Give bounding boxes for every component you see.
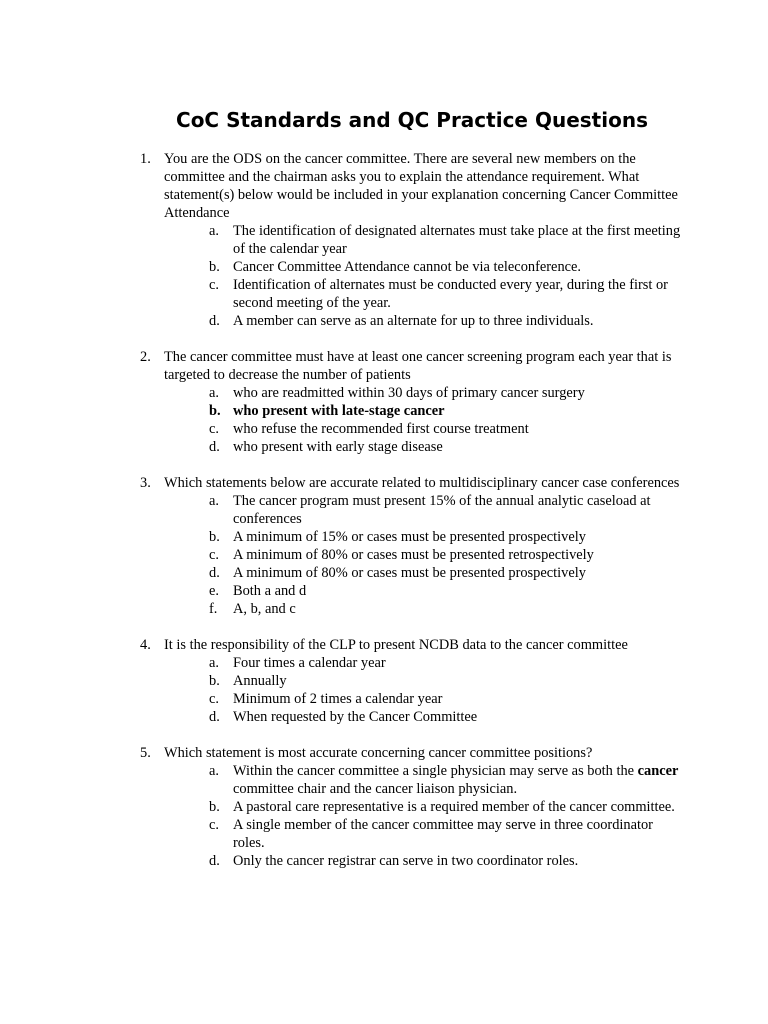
answer-letter: b. <box>209 799 220 815</box>
page-title: CoC Standards and QC Practice Questions <box>176 108 648 132</box>
answer-option-highlighted <box>164 402 685 420</box>
answer-text: A single member of the cancer committee may serve in three coordinator roles. <box>233 817 653 851</box>
answer-text: Annually <box>233 673 287 689</box>
answer-text: Minimum of 2 times a calendar year <box>233 691 443 707</box>
question-text: It is the responsibility of the CLP to present NCDB data to the cancer committee <box>164 637 628 653</box>
question-3 <box>140 474 685 618</box>
answer-option <box>164 798 685 816</box>
answer-text-after: committee chair and the cancer liaison physician. <box>233 781 518 797</box>
answer-letter: d. <box>209 709 220 725</box>
answer-letter: f. <box>209 601 218 617</box>
answer-letter: a. <box>209 223 219 239</box>
answer-option <box>164 546 685 564</box>
answer-letter: b. <box>209 529 220 545</box>
question-1 <box>140 150 685 330</box>
question-2 <box>140 348 685 456</box>
answer-letter: c. <box>209 691 219 707</box>
question-text: The cancer committee must have at least one cancer screening program each year that is targeted to decrease the number of patients <box>164 349 672 383</box>
answer-text: A, b, and c <box>233 601 296 617</box>
answer-text-bold: cancer <box>637 763 679 779</box>
answer-list <box>164 654 685 726</box>
answer-text: A minimum of 80% or cases must be presented prospectively <box>233 565 586 581</box>
answer-letter: d. <box>209 853 220 869</box>
answer-letter: d. <box>209 439 220 455</box>
answer-option <box>164 312 685 330</box>
answer-option <box>164 852 685 870</box>
question-text: You are the ODS on the cancer committee. There are several new members on the committee and the chairman asks you to explain the attendance requirement. What statement(s) below would be included in your explanation concerning Cancer Committee Attendance <box>164 151 678 221</box>
answer-text: who present with early stage disease <box>233 439 443 455</box>
answer-letter: c. <box>209 421 219 437</box>
answer-option <box>164 816 685 852</box>
answer-option <box>164 384 685 402</box>
answer-text: Both a and d <box>233 583 307 599</box>
answer-letter: c. <box>209 547 219 563</box>
answer-option <box>164 276 685 312</box>
answer-list <box>164 384 685 456</box>
answer-text: A minimum of 15% or cases must be presented prospectively <box>233 529 586 545</box>
answer-letter: d. <box>209 565 220 581</box>
answer-letter: a. <box>209 493 219 509</box>
question-text: Which statements below are accurate related to multidisciplinary cancer case conferences <box>164 475 680 491</box>
answer-letter: e. <box>209 583 219 599</box>
answer-text: A member can serve as an alternate for up to three individuals. <box>233 313 594 329</box>
answer-text: The identification of designated alternates must take place at the first meeting of the calendar year <box>233 223 681 257</box>
answer-option <box>164 672 685 690</box>
answer-text: who refuse the recommended first course treatment <box>233 421 529 437</box>
answer-text: A minimum of 80% or cases must be presented retrospectively <box>233 547 594 563</box>
answer-option <box>164 492 685 528</box>
answer-list <box>164 492 685 618</box>
question-list <box>140 150 685 888</box>
answer-text: who present with late-stage cancer <box>233 403 445 419</box>
question-number: 4. <box>140 637 151 653</box>
question-number: 2. <box>140 349 151 365</box>
answer-letter: b. <box>209 673 220 689</box>
answer-text: A pastoral care representative is a required member of the cancer committee. <box>233 799 675 815</box>
answer-letter: c. <box>209 277 219 293</box>
answer-option <box>164 654 685 672</box>
answer-text-before: Within the cancer committee a single physician may serve as both the <box>233 763 638 779</box>
answer-letter: b. <box>209 403 221 419</box>
question-number: 5. <box>140 745 151 761</box>
answer-letter: b. <box>209 259 220 275</box>
answer-option <box>164 690 685 708</box>
answer-text: Only the cancer registrar can serve in two coordinator roles. <box>233 853 579 869</box>
answer-text: Cancer Committee Attendance cannot be via teleconference. <box>233 259 582 275</box>
answer-option <box>164 528 685 546</box>
answer-text <box>233 763 678 797</box>
answer-letter: d. <box>209 313 220 329</box>
question-4 <box>140 636 685 726</box>
answer-option <box>164 438 685 456</box>
answer-letter: a. <box>209 763 219 779</box>
answer-option <box>164 600 685 618</box>
answer-option <box>164 582 685 600</box>
question-text: Which statement is most accurate concerning cancer committee positions? <box>164 745 593 761</box>
question-5 <box>140 744 685 870</box>
answer-text: The cancer program must present 15% of the annual analytic caseload at conferences <box>233 493 651 527</box>
answer-list <box>164 222 685 330</box>
answer-letter: a. <box>209 385 219 401</box>
question-number: 3. <box>140 475 151 491</box>
answer-option <box>164 420 685 438</box>
answer-text: Identification of alternates must be conducted every year, during the first or second meeting of the year. <box>233 277 668 311</box>
answer-option <box>164 762 685 798</box>
answer-option <box>164 708 685 726</box>
answer-option <box>164 258 685 276</box>
answer-text: When requested by the Cancer Committee <box>233 709 478 725</box>
answer-option <box>164 222 685 258</box>
answer-option <box>164 564 685 582</box>
answer-list <box>164 762 685 870</box>
answer-text: Four times a calendar year <box>233 655 386 671</box>
question-number: 1. <box>140 151 151 167</box>
answer-letter: a. <box>209 655 219 671</box>
answer-letter: c. <box>209 817 219 833</box>
answer-text: who are readmitted within 30 days of primary cancer surgery <box>233 385 585 401</box>
